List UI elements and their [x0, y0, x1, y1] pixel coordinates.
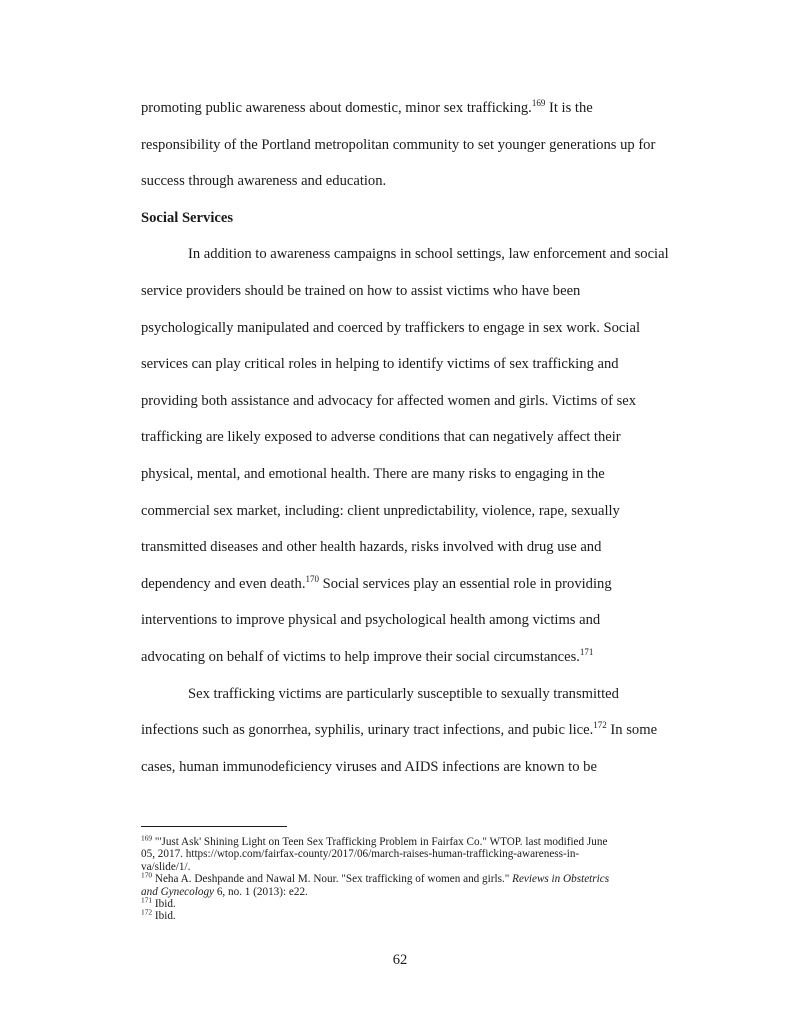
- paragraph-line: trafficking are likely exposed to adverse conditions that can negatively affect their: [141, 429, 621, 446]
- footnote-text: 6, no. 1 (2013): e22.: [214, 885, 308, 898]
- footnote-number: 171: [141, 895, 153, 905]
- paragraph-line: [141, 712, 716, 749]
- footnote-text: Ibid.: [152, 910, 176, 923]
- footnote-170: [141, 870, 701, 886]
- footnote-text: Ibid.: [152, 898, 176, 911]
- paragraph-line: success through awareness and education.: [141, 173, 387, 190]
- paragraph-line: transmitted diseases and other health hazards, risks involved with drug use and: [141, 539, 602, 556]
- footnote-172: [141, 907, 701, 923]
- text-segment: promoting public awareness about domestic, minor sex trafficking.: [141, 100, 532, 116]
- footnote-169: [141, 833, 701, 848]
- text-segment: dependency and even death.: [141, 575, 306, 592]
- journal-title: Reviews in Obstetrics: [512, 873, 610, 886]
- paragraph-line: [141, 90, 716, 127]
- footnote-number: 169: [141, 833, 153, 843]
- text-segment: advocating on behalf of victims to help improve their social circumstances.: [141, 648, 580, 665]
- text-segment: It is the: [545, 100, 593, 116]
- paragraph-line: providing both assistance and advocacy for affected women and girls. Victims of sex: [141, 392, 637, 409]
- footnote-link-line[interactable]: 05, 2017. https://wtop.com/fairfax-county/2017/06/march-raises-human-trafficking-awareness-in-: [141, 848, 580, 861]
- footnote-number: 170: [141, 870, 153, 880]
- footnote-text: "'Just Ask' Shining Light on Teen Sex Trafficking Problem in Fairfax Co." WTOP. last modified June: [152, 836, 608, 848]
- footnote-number: 172: [141, 907, 153, 917]
- footnotes: [141, 833, 701, 923]
- section-heading: Social Services: [141, 209, 234, 226]
- paragraph-line: services can play critical roles in helping to identify victims of sex trafficking and: [141, 356, 619, 373]
- paragraph-line: responsibility of the Portland metropolitan community to set younger generations up for: [141, 136, 656, 153]
- paragraph-line: In addition to awareness campaigns in school settings, law enforcement and social: [188, 246, 669, 263]
- paragraph-line: cases, human immunodeficiency viruses and AIDS infections are known to be: [141, 758, 597, 775]
- text-segment: In some: [606, 722, 658, 739]
- paragraph-line: commercial sex market, including: client unpredictability, violence, rape, sexually: [141, 502, 620, 519]
- footnote-ref-169[interactable]: 169: [531, 98, 546, 109]
- footnote-separator: [141, 826, 287, 827]
- paragraph-line: [141, 566, 716, 603]
- paragraph-line: Sex trafficking victims are particularly susceptible to sexually transmitted: [188, 685, 619, 702]
- page-number: 62: [392, 952, 408, 968]
- footnote-link-line[interactable]: va/slide/1/.: [141, 860, 191, 873]
- text-segment: infections such as gonorrhea, syphilis, urinary tract infections, and pubic lice.: [141, 722, 594, 739]
- footnote-ref-170[interactable]: 170: [305, 573, 320, 584]
- paragraph-line: [141, 639, 716, 676]
- journal-title: and Gynecology: [141, 885, 215, 898]
- footnote-ref-172[interactable]: 172: [593, 720, 607, 731]
- text-segment: Social services play an essential role in providing: [319, 575, 612, 592]
- footnote-text-line: [141, 886, 701, 898]
- footnote-171: [141, 895, 701, 911]
- paragraph-line: psychologically manipulated and coerced by traffickers to engage in sex work. Social: [141, 319, 640, 336]
- footnote-text: Neha A. Deshpande and Nawal M. Nour. "Sex trafficking of women and girls.": [152, 873, 513, 886]
- paragraph-line: service providers should be trained on how to assist victims who have been: [141, 282, 581, 299]
- footnote-ref-171[interactable]: 171: [579, 647, 594, 658]
- body-text: [141, 90, 716, 785]
- paragraph-line: physical, mental, and emotional health. There are many risks to engaging in the: [141, 465, 605, 482]
- paragraph-line: interventions to improve physical and psychological health among victims and: [141, 612, 601, 629]
